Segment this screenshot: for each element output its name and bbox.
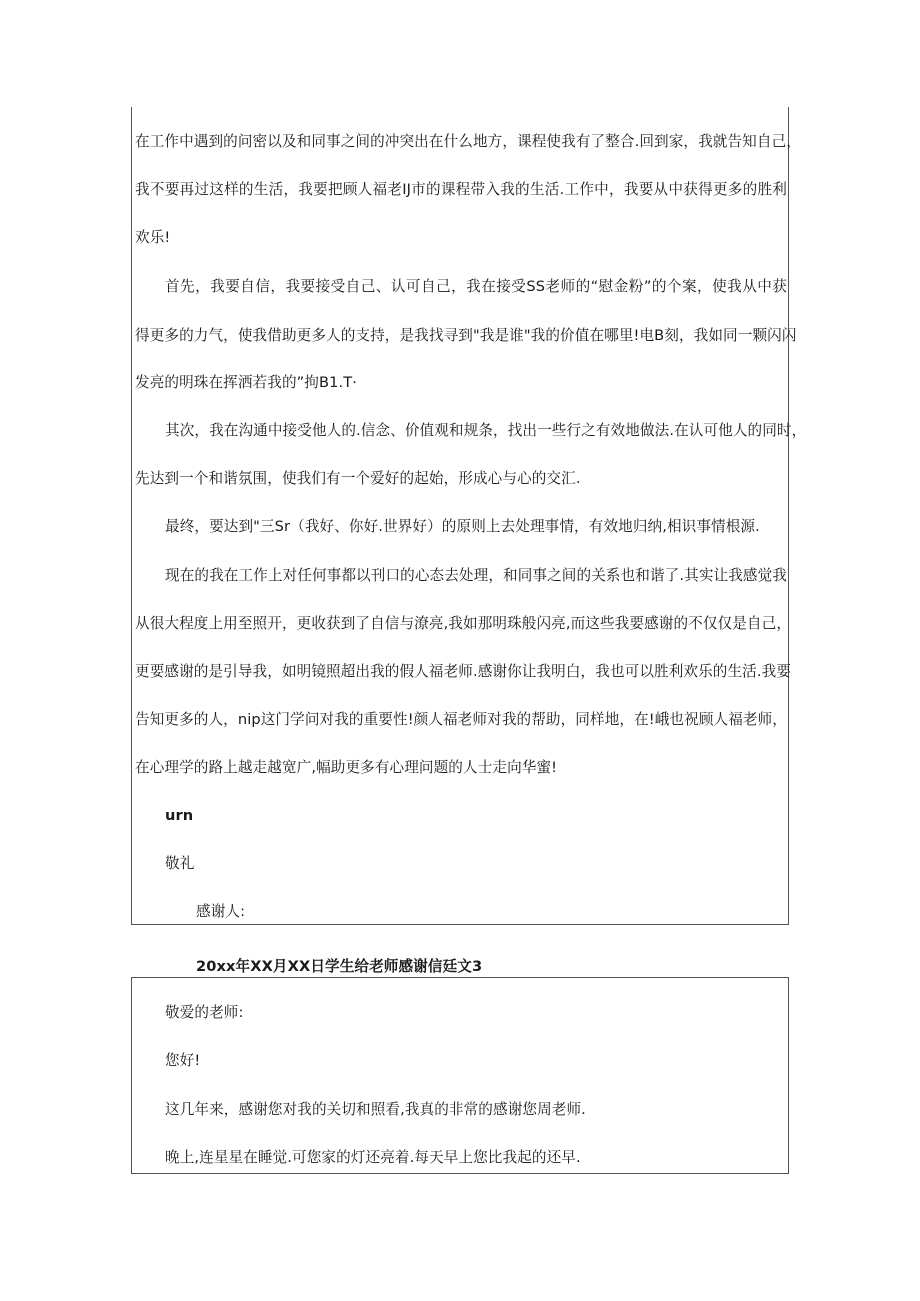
letter-3-line-2: 晚上,连星星在睡觉.可您家的灯还亮着.每天早上您比我起的还早. (165, 1149, 581, 1166)
letter-2-line-11: 从很大程度上用至照开，更收获到了自信与潦亮,我如那明珠般闪亮,而这些我要感谢的不仅仅是自己， (135, 615, 792, 632)
letter-2-line-7: 其次，我在沟通中接受他人的.信念、价值观和规条，找出一些行之有效地做法.在认可他人的同时， (165, 422, 807, 439)
letter-2-line-8: 先达到一个和谐氛围，使我们有一个爱好的起始，形成心与心的交汇. (135, 470, 581, 487)
letter-3-hello: 您好! (165, 1052, 201, 1069)
letter-2-line-14: 在心理学的路上越走越宽广,幅助更多有心理问题的人士走向华蜜! (135, 759, 558, 776)
letter-2-line-3: 欢乐! (135, 229, 171, 246)
letter-2-line-15: urn (165, 807, 194, 824)
letter-3-line-1: 这几年来，感谢您对我的关切和照看,我真的非常的感谢您周老师. (165, 1101, 586, 1118)
letter-2-line-1: 在工作中遇到的问密以及和同事之间的冲突出在什么地方，课程使我有了整合.回到家，我就告知自己， (135, 133, 801, 150)
letter-2-line-9: 最终，要达到"三Sr（我好、你好.世界好）的原则上去处理事情，有效地归纳,相识事情根源. (165, 518, 760, 535)
letter-2-salutation: 敬礼 (165, 855, 195, 872)
letter-2-line-4: 首先，我要自信，我要接受自己、认可自己，我在接受SS老师的“慰金粉”的个案，使我从中获 (165, 278, 787, 295)
letter-3-greeting: 敬爱的老师: (165, 1004, 244, 1021)
letter-2-frame (131, 107, 807, 925)
letter-2-line-12: 更要感谢的是引导我，如明镜照超出我的假人福老师.感谢你让我明白，我也可以胜利欢乐的生活.我要 (135, 663, 792, 680)
section-3-title: 20xx年XX月XX日学生给老师感谢信廷文3 (196, 958, 483, 975)
letter-2-line-5: 得更多的力气，使我借助更多人的支持，是我找寻到"我是谁"我的价值在哪里!电B刻，我如同一颗闪闪 (135, 327, 797, 344)
letter-2-line-6: 发亮的明珠在挥洒若我的”拘B1.T· (135, 374, 357, 391)
letter-2-line-2: 我不要再过这样的生活，我要把顾人福老IJ市的课程带入我的生活.工作中，我要从中获得更多的胜利 (135, 181, 787, 198)
letter-2-line-10: 现在的我在工作上对任何事都以刊口的心态去处理，和同事之间的关系也和谐了.其实让我感觉我 (165, 567, 787, 584)
letter-2-line-13: 告知更多的人，nip这门学问对我的重要性!颜人福老师对我的帮助，同样地，在!峨也祝顾人福老师， (135, 711, 787, 728)
letter-2-signature: 感谢人: (196, 903, 246, 920)
